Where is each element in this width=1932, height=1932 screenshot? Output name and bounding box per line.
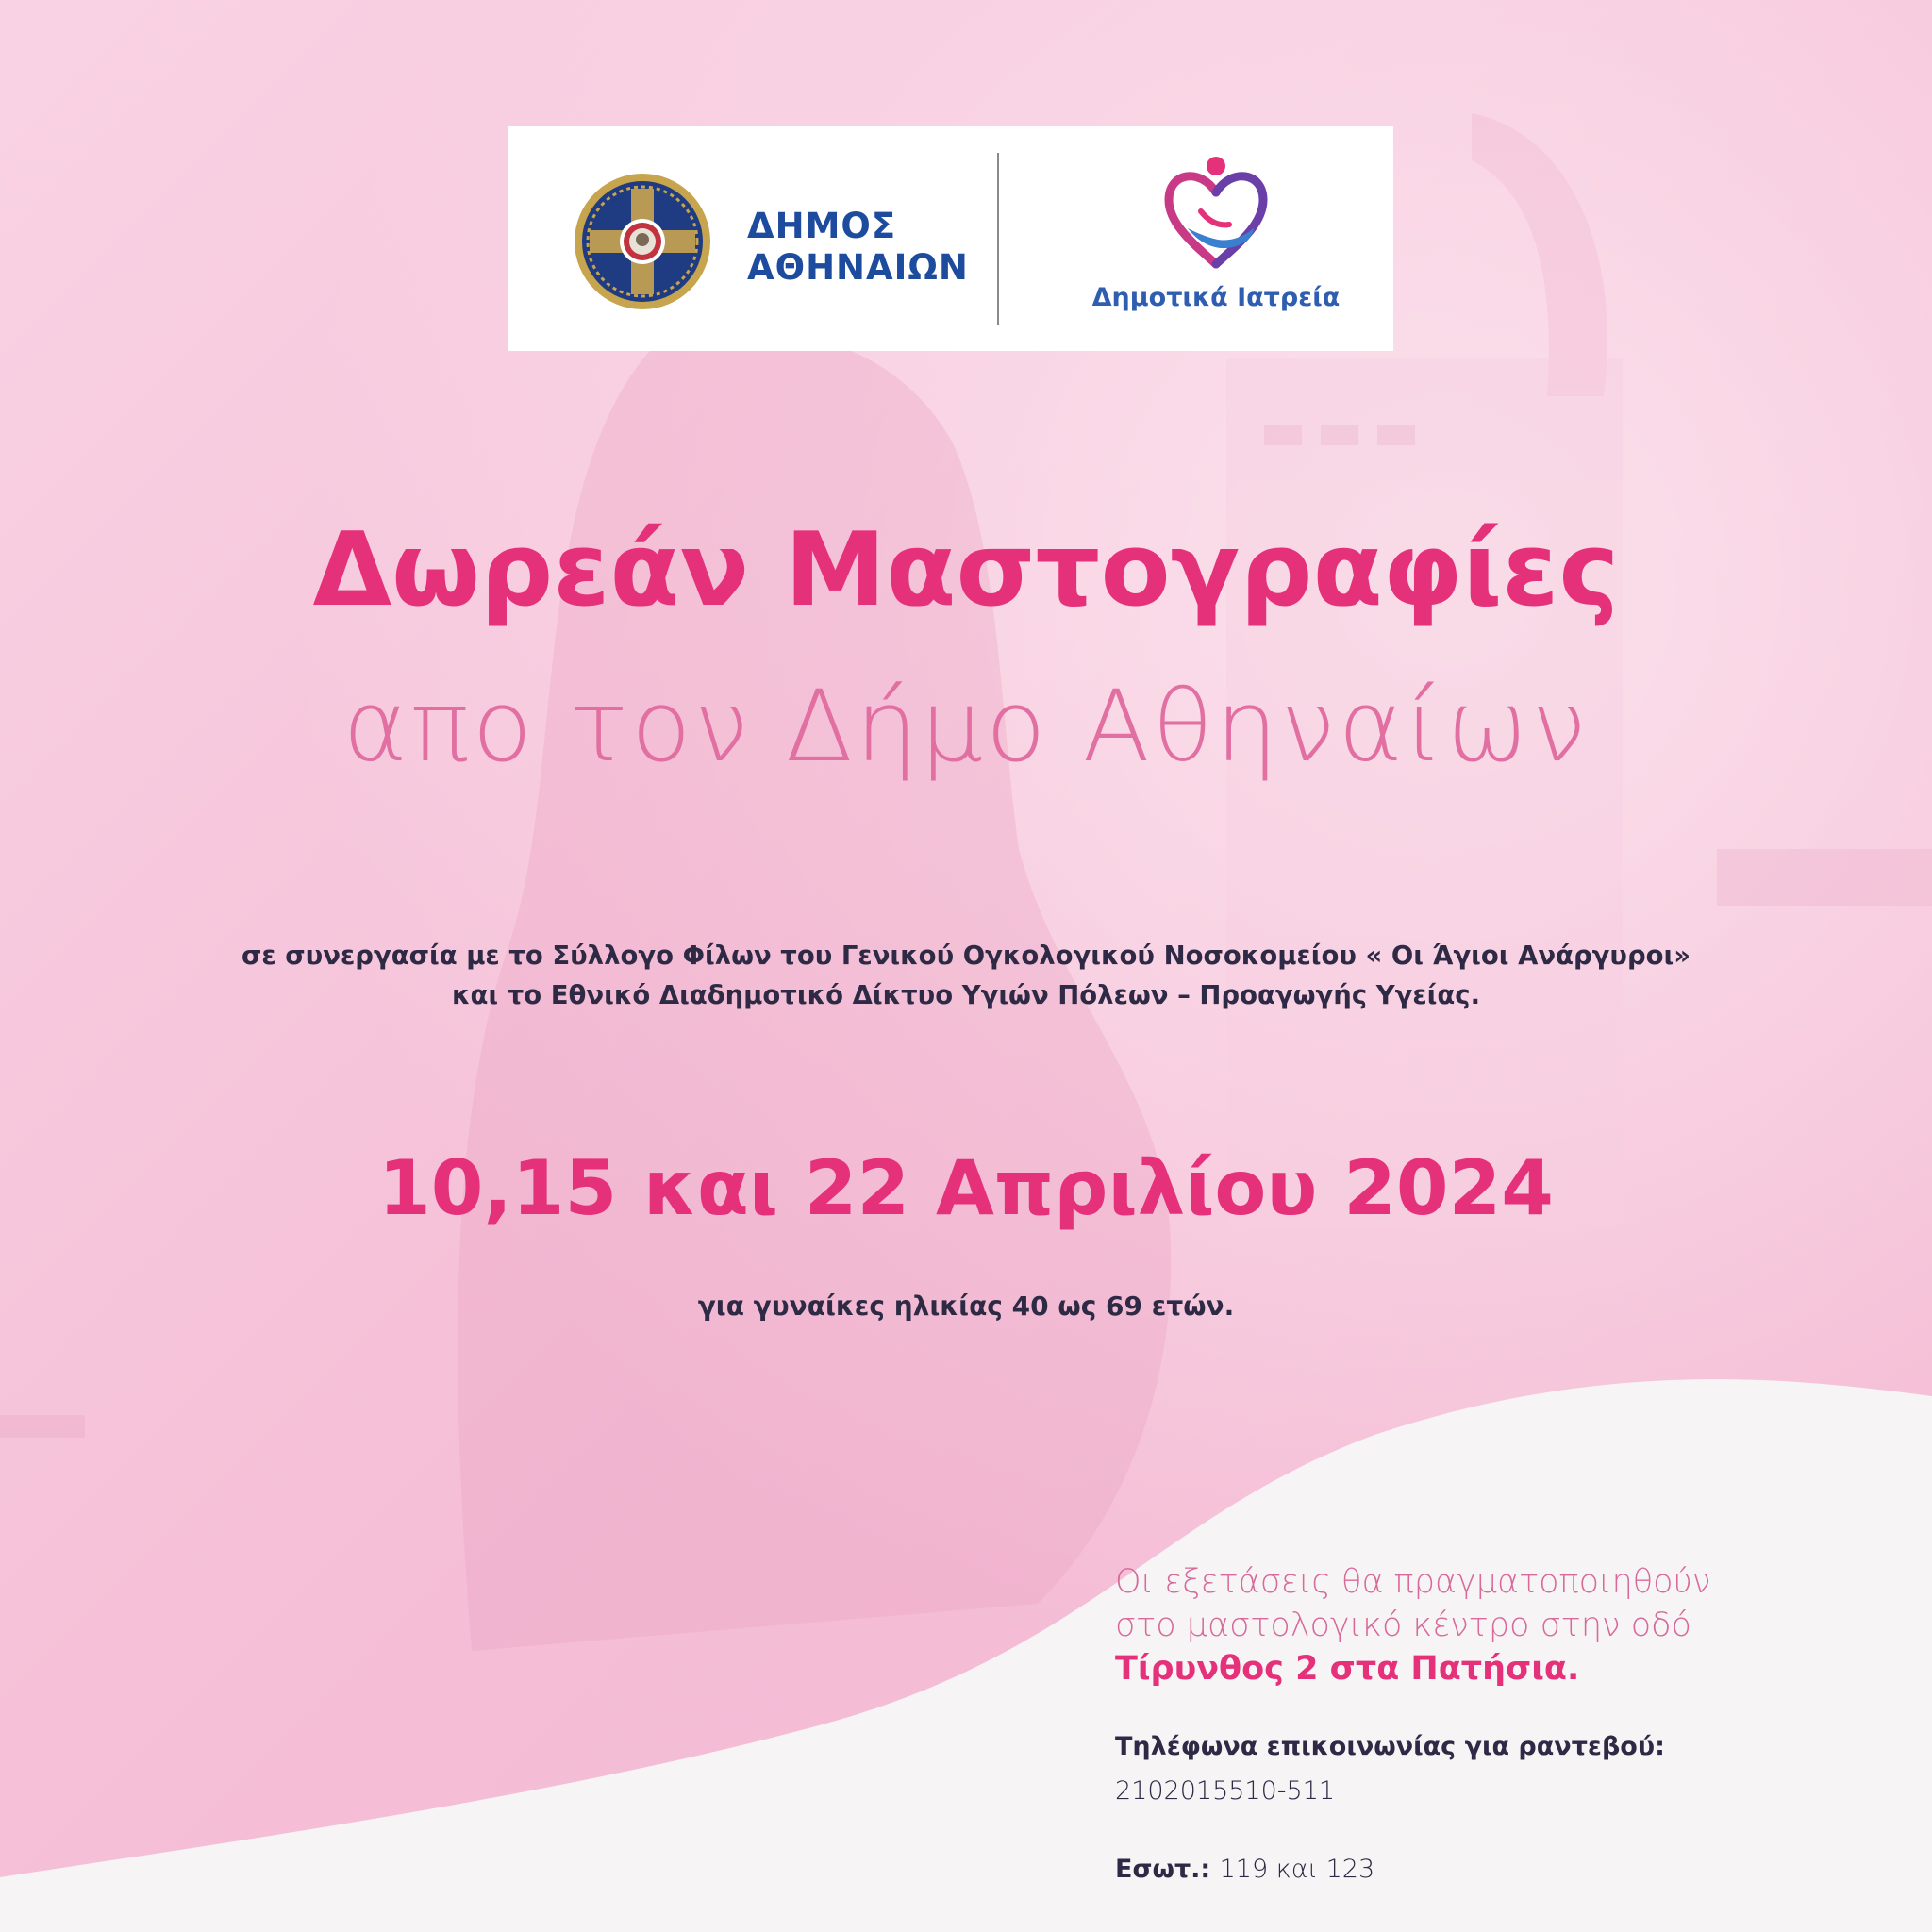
age-note: για γυναίκες ηλικίας 40 ως 69 ετών. (697, 1291, 1235, 1322)
logo-divider (997, 153, 999, 325)
extensions-line (1115, 1855, 1889, 1884)
subheadline: απο τον Δήμο Αθηναίων (342, 669, 1590, 784)
partnership-line2: και το Εθνικό Διαδημοτικό Δίκτυο Υγιών Πόλεων – Προαγωγής Υγείας. (451, 980, 1481, 1010)
partnership-line1: σε συνεργασία με το Σύλλογο Φίλων του Γενικού Ογκολογικού Νοσοκομείου « Οι Άγιοι Ανάργυροι» (241, 941, 1691, 971)
phone-numbers: 2102015510-511 (1115, 1776, 1336, 1806)
logo-bar (508, 126, 1393, 351)
location-line2: στο μαστολογικό κέντρο στην οδό (1115, 1607, 1691, 1644)
municipality-name-line1: ΔΗΜΟΣ (747, 206, 897, 246)
heart-hand-icon (1163, 155, 1269, 277)
clinics-name: Δημοτικά Ιατρεία (1091, 283, 1341, 312)
partnership-text (94, 936, 1838, 1015)
municipality-seal-icon (572, 166, 713, 317)
headline: Δωρεάν Μαστογραφίες (312, 511, 1620, 629)
extensions-value: 119 και 123 (1219, 1855, 1375, 1884)
event-dates: 10,15 και 22 Απριλίου 2024 (378, 1144, 1554, 1232)
extensions-label: Εσωτ.: (1115, 1855, 1220, 1884)
info-block (1115, 1560, 1889, 1884)
location-address: Τίρυνθος 2 στα Πατήσια. (1115, 1650, 1580, 1688)
phones-label: Τηλέφωνα επικοινωνίας για ραντεβού: (1115, 1732, 1665, 1761)
municipality-name-line2: ΑΘΗΝΑΙΩΝ (747, 247, 969, 288)
location-line1: Οι εξετάσεις θα πραγματοποιηθούν (1115, 1563, 1711, 1601)
municipality-name (747, 206, 974, 289)
